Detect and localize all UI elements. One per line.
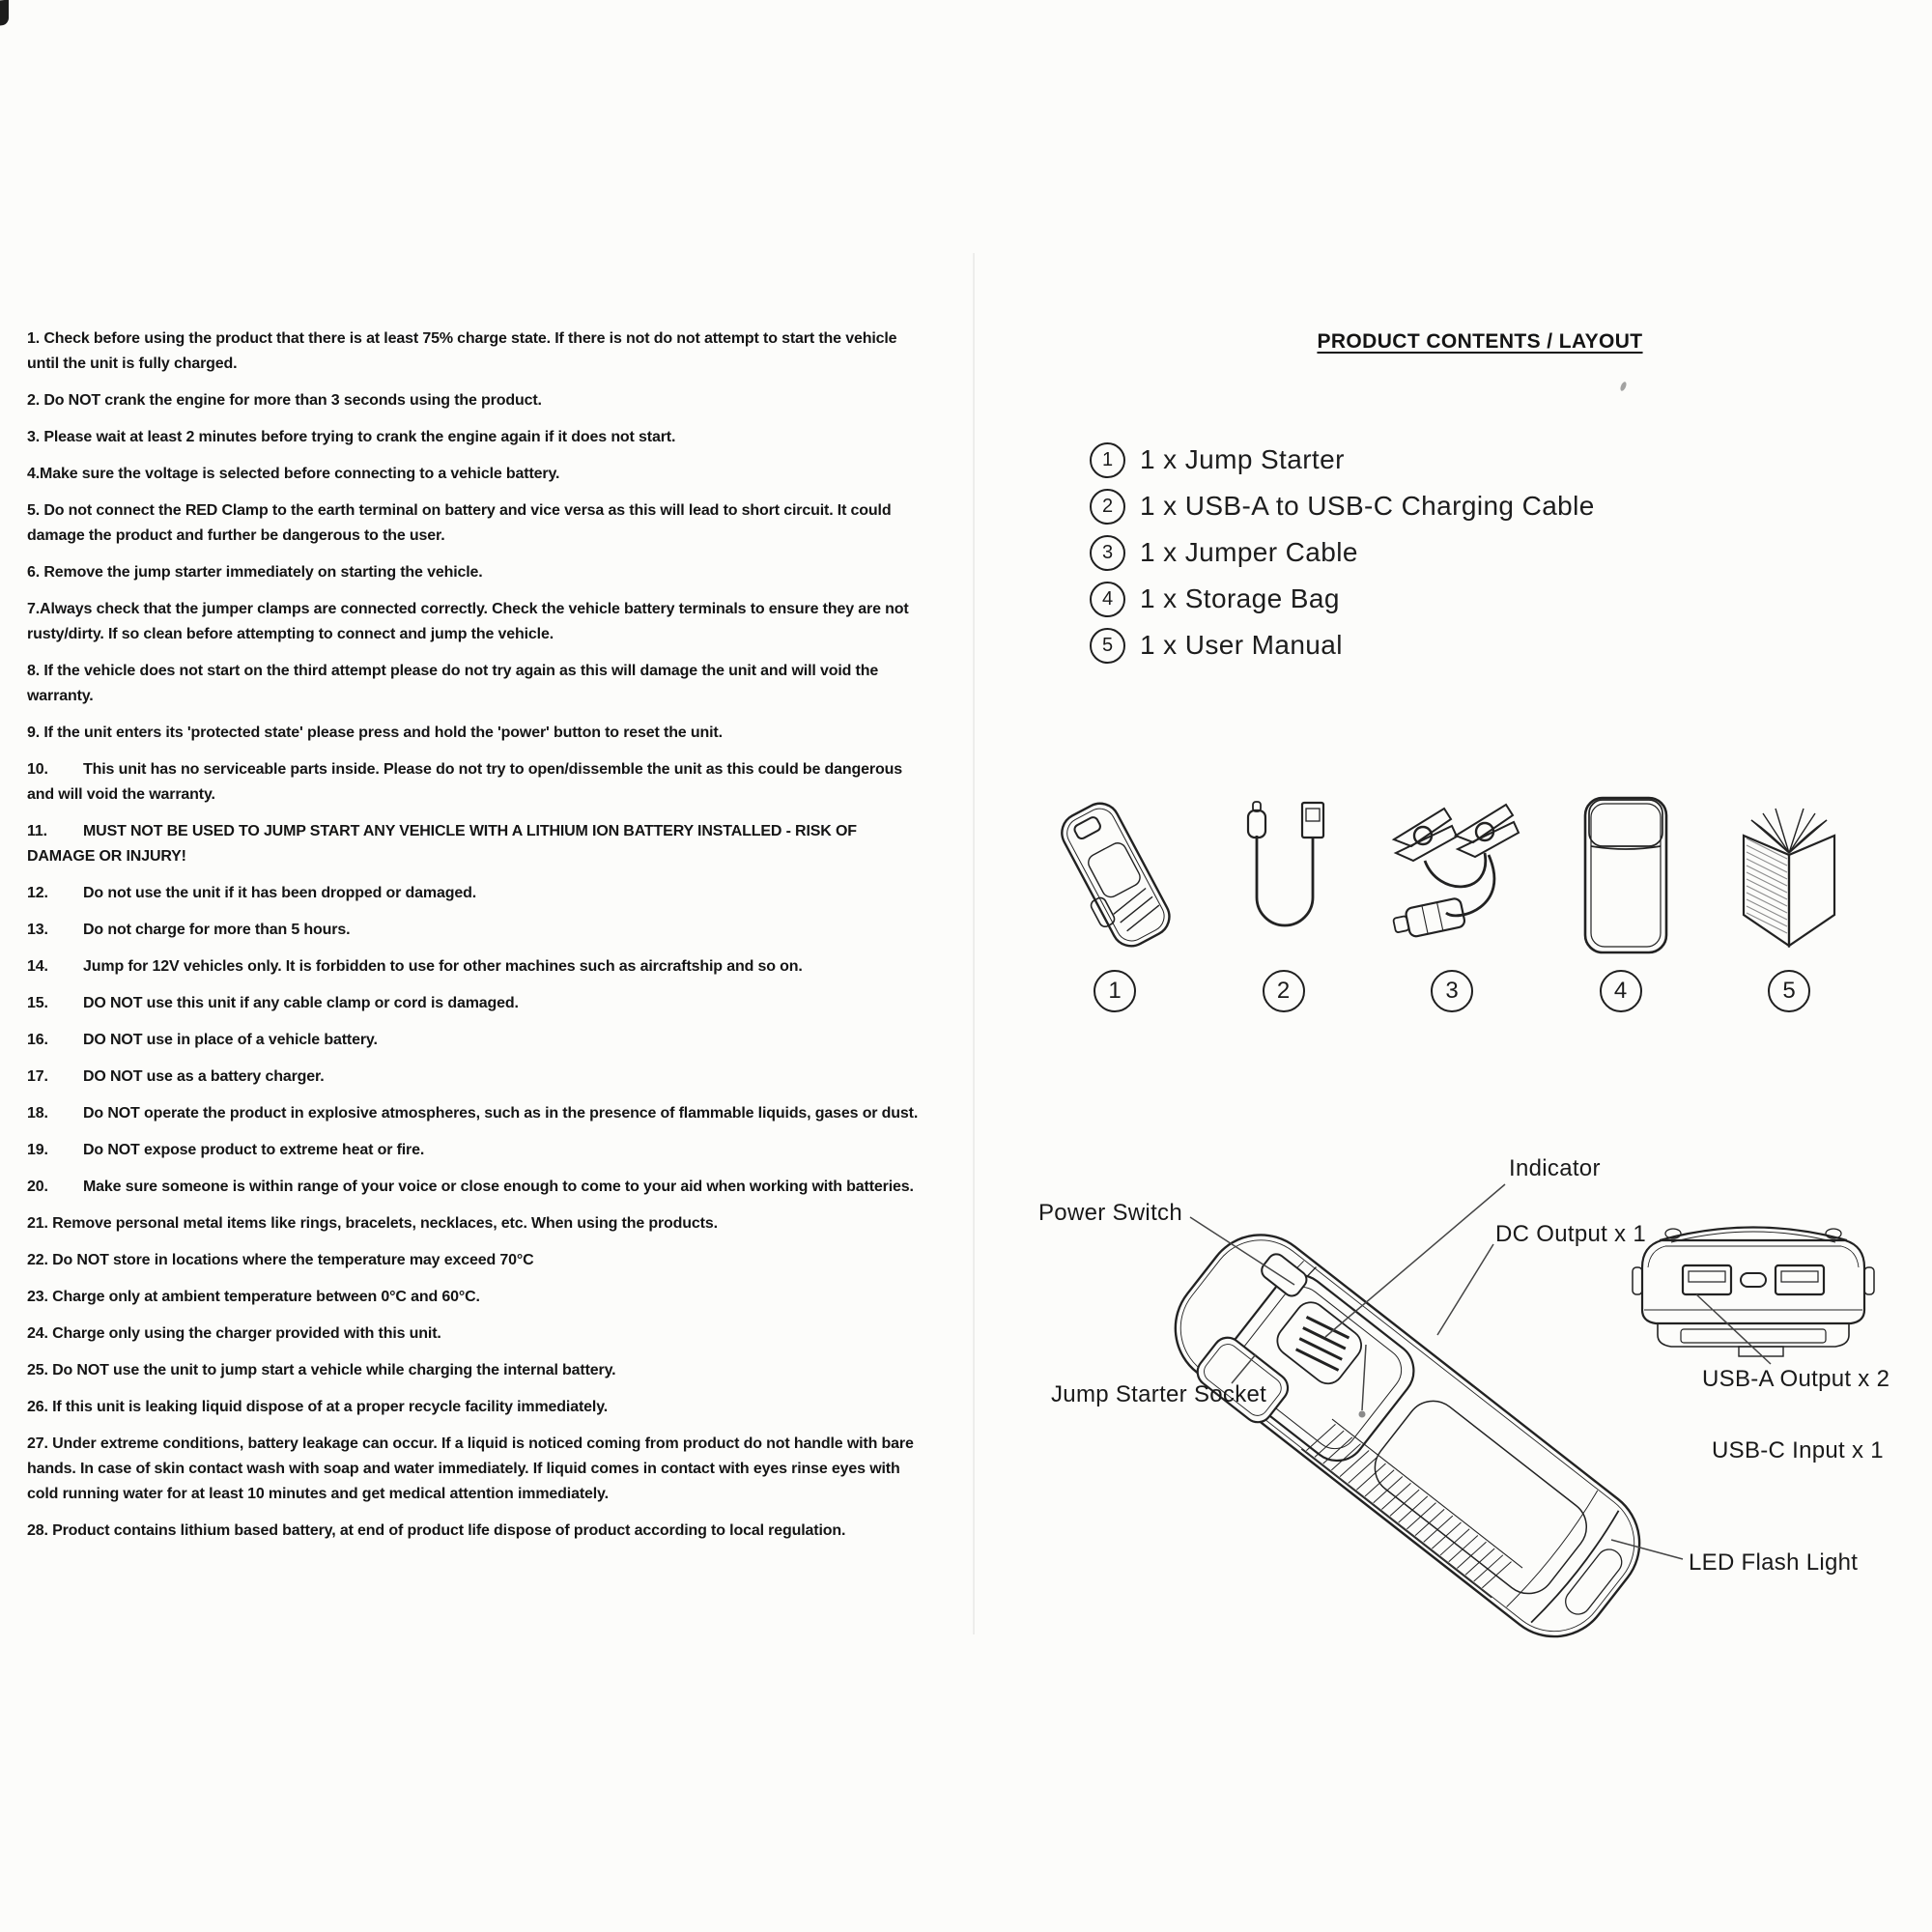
item-number-badge: 2 (1263, 970, 1305, 1012)
contents-item (1090, 628, 1595, 663)
item-number-badge: 5 (1768, 970, 1810, 1012)
warning-item: 17. DO NOT use as a battery charger. (27, 1068, 325, 1085)
warning-item: 10. This unit has no serviceable parts inside. Please do not try to open/dissemble the unit as this could be dangerous and will void the warranty. (27, 761, 902, 803)
label-indicator: Indicator (1509, 1155, 1601, 1181)
warning-item: 25. Do NOT use the unit to jump start a vehicle while charging the internal battery. (27, 1362, 616, 1378)
warning-item: 16. DO NOT use in place of a vehicle battery. (27, 1032, 378, 1048)
contents-item (1090, 489, 1595, 524)
contents-list (1090, 442, 1595, 674)
contents-icon-cell (1373, 792, 1531, 1012)
warning-item: 22. Do NOT store in locations where the temperature may exceed 70°C (27, 1252, 534, 1268)
warnings-list (27, 327, 925, 1555)
warning-item: 11. MUST NOT BE USED TO JUMP START ANY VEHICLE WITH A LITHIUM ION BATTERY INSTALLED - RISK OF DAMAGE OR INJURY! (27, 823, 857, 865)
warning-item: 5. Do not connect the RED Clamp to the earth terminal on battery and vice versa as this will lead to short circuit. It could damage the product and further be dangerous to the user. (27, 502, 892, 544)
contents-item-label: 1 x USB-A to USB-C Charging Cable (1140, 491, 1595, 521)
warning-item: 12. Do not use the unit if it has been dropped or damaged. (27, 885, 477, 901)
contents-item-label: 1 x Jumper Cable (1140, 537, 1358, 567)
warning-item: 24. Charge only using the charger provided with this unit. (27, 1325, 441, 1342)
contents-item-label: 1 x User Manual (1140, 630, 1343, 660)
warning-item: 14. Jump for 12V vehicles only. It is forbidden to use for other machines such as aircraftship and so on. (27, 958, 803, 975)
contents-icon-cell (1036, 792, 1194, 1012)
contents-icon-cell (1710, 792, 1868, 1012)
warning-item: 13. Do not charge for more than 5 hours. (27, 922, 351, 938)
item-number-badge: 4 (1600, 970, 1642, 1012)
contents-item-label: 1 x Storage Bag (1140, 583, 1340, 613)
label-power-switch: Power Switch (1038, 1200, 1182, 1226)
contents-icons-row (1036, 792, 1868, 1012)
user-manual-icon (1717, 792, 1861, 958)
item-number-badge: 1 (1094, 970, 1136, 1012)
contents-icon-cell (1542, 792, 1700, 1012)
warning-item: 27. Under extreme conditions, battery leakage can occur. If a liquid is noticed coming from product do not handle with bare hands. In case of skin contact wash with soap and water immediately. If liquid comes in contact with eyes rinse eyes with cold running water for at least 10 minutes and get medical attention immediately. (27, 1435, 914, 1502)
jump-starter-front-drawing (1150, 1212, 1662, 1662)
item-number-badge: 2 (1090, 489, 1125, 525)
label-led-flash-light: LED Flash Light (1689, 1549, 1859, 1576)
charging-cable-icon (1211, 792, 1356, 958)
warning-item: 28. Product contains lithium based battery, at end of product life dispose of product according to local regulation. (27, 1522, 846, 1539)
jumper-cable-icon (1375, 792, 1529, 958)
item-number-badge: 1 (1090, 442, 1125, 478)
warning-item: 18. Do NOT operate the product in explosive atmospheres, such as in the presence of flammable liquids, gases or dust. (27, 1105, 919, 1122)
section-title: PRODUCT CONTENTS / LAYOUT (1317, 330, 1643, 353)
item-number-badge: 5 (1090, 628, 1125, 664)
label-usb-a-output: USB-A Output x 2 (1702, 1366, 1890, 1392)
warning-item: 6. Remove the jump starter immediately on starting the vehicle. (27, 564, 483, 581)
warning-item: 8. If the vehicle does not start on the third attempt please do not try again as this will damage the unit and will void the warranty. (27, 663, 879, 704)
jump-starter-icon (1042, 792, 1187, 958)
warning-item: 7.Always check that the jumper clamps are connected correctly. Check the vehicle battery terminals to ensure they are not rusty/dirty. If so clean before attempting to connect and jump the vehicle. (27, 601, 909, 642)
jump-starter-rear-drawing (1633, 1228, 1874, 1357)
warning-item: 4.Make sure the voltage is selected before connecting to a vehicle battery. (27, 466, 560, 482)
page-fold-line (973, 253, 975, 1634)
label-usb-c-input: USB-C Input x 1 (1712, 1437, 1884, 1463)
contents-item (1090, 535, 1595, 570)
contents-item (1090, 582, 1595, 616)
warning-item: 26. If this unit is leaking liquid dispose of at a proper recycle facility immediately. (27, 1399, 609, 1415)
label-dc-output: DC Output x 1 (1495, 1221, 1646, 1247)
warning-item: 20. Make sure someone is within range of your voice or close enough to come to your aid when working with batteries. (27, 1179, 914, 1195)
warning-item: 1. Check before using the product that there is at least 75% charge state. If there is not do not attempt to start the vehicle until the unit is fully charged. (27, 330, 897, 372)
scan-corner-artifact (0, 0, 9, 25)
warning-item: 9. If the unit enters its 'protected state' please press and hold the 'power' button to reset the unit. (27, 724, 723, 741)
contents-icon-cell (1205, 792, 1363, 1012)
warning-item: 21. Remove personal metal items like rings, bracelets, necklaces, etc. When using the products. (27, 1215, 718, 1232)
contents-item (1090, 442, 1595, 477)
warning-item: 3. Please wait at least 2 minutes before trying to crank the engine again if it does not start. (27, 429, 676, 445)
scan-speck-artifact (1619, 381, 1628, 391)
warning-item: 19. Do NOT expose product to extreme heat or fire. (27, 1142, 425, 1158)
item-number-badge: 4 (1090, 582, 1125, 617)
warning-item: 2. Do NOT crank the engine for more than 3 seconds using the product. (27, 392, 542, 409)
warning-item: 23. Charge only at ambient temperature between 0°C and 60°C. (27, 1289, 480, 1305)
label-jump-starter-socket: Jump Starter Socket (1051, 1381, 1267, 1407)
storage-bag-icon (1548, 792, 1693, 958)
item-number-badge: 3 (1090, 535, 1125, 571)
contents-item-label: 1 x Jump Starter (1140, 444, 1345, 474)
item-number-badge: 3 (1431, 970, 1473, 1012)
warning-item: 15. DO NOT use this unit if any cable clamp or cord is damaged. (27, 995, 519, 1011)
